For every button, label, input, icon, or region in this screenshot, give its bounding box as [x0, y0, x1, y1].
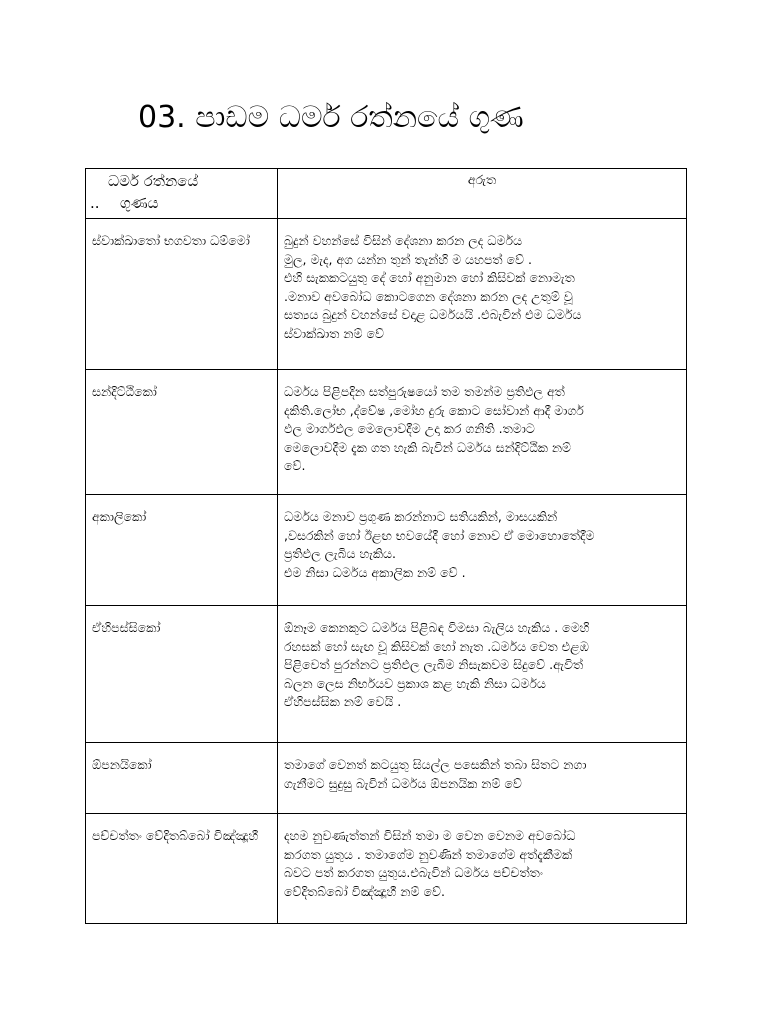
meaning-line: පිළිවෙත් පුරන්නට ප්‍රතිඵල ලැබීම නිසැකවම සිදුවේ .ඇවිත්	[284, 657, 584, 672]
header-term-cell	[86, 169, 278, 219]
meaning-line: ,වසරකින් හෝ ඊළඟ භවයේදී හෝ නොව ඒ මොහොතේදීම	[284, 527, 595, 543]
table-row	[86, 219, 687, 370]
meaning-line: කරගත යුතුය . තමාගේම නුවණින් තමාගේම අත්දැකීමක්	[284, 846, 573, 862]
table-row	[86, 606, 687, 743]
meaning-line: දහම නුවණැත්තන් විසින් තමා ම වෙන වෙනම අවබෝධ	[284, 828, 576, 843]
meaning-line: බවට පත් කරගත යුතුය.එබැවින් ධර්මය පච්චත්තං	[284, 865, 544, 880]
meaning-cell	[278, 495, 687, 606]
meaning-line: එහි සැකකටයුතු දේ හෝ අනුමාන හෝ කිසිවක් නොමැත	[284, 270, 575, 285]
term-cell: ඒහිපස්සිකෝ	[86, 606, 278, 743]
meaning-cell	[278, 370, 687, 495]
meaning-cell	[278, 606, 687, 743]
meaning-line: මෙලොවදීම දැක ගත හැකි බැවින් ධර්මය සන්දිට්ඨික නම්	[284, 439, 572, 455]
meaning-line: ඒහිපස්සික නම් වෙයි .	[284, 694, 402, 709]
meaning-line: මුල, මැද, අග යන්න තුන් තැන්හි ම යහපත් වේ .	[284, 251, 533, 267]
table-body	[86, 219, 687, 924]
meaning-cell	[278, 814, 687, 924]
header-meaning-cell: අරුත	[278, 169, 687, 219]
meaning-line: වේදිතබ්බෝ විඤ්ඤූහී නම් වේ.	[284, 883, 445, 899]
meaning-line: .මනාව අවබෝධ කොටගෙන දේශනා කරන ලද උතුම් වූ	[284, 288, 573, 304]
term-cell: සන්දිට්ඨිකෝ	[86, 370, 278, 495]
meaning-line: දකිති.ලෝභ ,ද්වේෂ ,මෝහ දුරු කොට සෝවාන් ආදී මාර්ග	[284, 402, 584, 418]
header-term-line1: ධර්ම රත්නයේ	[108, 172, 199, 190]
meaning-line: බුදුන් වහන්සේ විසින් දේශනා කරන ලද ධර්මය	[284, 233, 523, 248]
meaning-line: ධර්මය මනාව ප්‍රගුණ කරන්නාට සතියකින්, මාසයකින්	[284, 509, 558, 524]
table-row	[86, 814, 687, 924]
meaning-line: සත්‍යය බුදුන් වහන්සේ වදාළ ධර්මයයි .එබැවින් එම ධර්මය	[284, 307, 582, 322]
table-row	[86, 743, 687, 814]
meaning-line: වේ.	[284, 458, 306, 473]
table-row	[86, 370, 687, 495]
meaning-line: ස්වාක්ඛාත නම් වේ	[284, 325, 385, 341]
meaning-cell	[278, 743, 687, 814]
meaning-line: ගැනීමට සුදුසු බැවින් ධර්මය ඕපනයික නම් වේ	[284, 775, 522, 791]
table-row	[86, 495, 687, 606]
virtues-table	[85, 168, 687, 924]
meaning-cell	[278, 219, 687, 370]
term-cell: අකාලිකෝ	[86, 495, 278, 606]
term-cell: පච්චත්තං වේදිතබ්බෝ විඤ්ඤූහී	[86, 814, 278, 924]
meaning-line: ඵල මාර්ගඵල මෙලොවදීම උදා කර ගනිති .තමාට	[284, 421, 535, 436]
header-term-line2: ගුණය	[120, 194, 159, 212]
meaning-line: බලන ලෙස නිර්භයව ප්‍රකාශ කළ හැකි නිසා ධර්මය	[284, 675, 546, 691]
meaning-line: තමාගේ වෙනත් කටයුතු සියල්ල පසෙකින් තබා සිතට නගා	[284, 757, 587, 772]
meaning-line: ධර්මය පිළිපදින සත්පුරුෂයෝ තම තමන්ම ප්‍රතිඵල අත්	[284, 384, 565, 399]
meaning-line: ඕනෑම කෙනකුට ධර්මය පිළිබඳ විමසා බැලිය හැකිය . මෙහි	[284, 620, 590, 635]
page-title: 03. පාඩම ධර්ම රත්නයේ ගුණ	[138, 100, 524, 135]
term-cell: ඕපනයිකෝ	[86, 743, 278, 814]
meaning-line: එම නිසා ධර්මය අකාලික නම් වේ .	[284, 564, 466, 580]
table-header-row	[86, 169, 687, 219]
meaning-line: රහසක් හෝ සැඟ වූ කිසිවක් හෝ නැත .ධර්මය වෙත එළඹ	[284, 638, 589, 654]
term-cell: ස්වාක්ඛාතෝ භගවතා ධම්මෝ	[86, 219, 278, 370]
meaning-line: ප්‍රතිඵල ලැබිය හැකිය.	[284, 546, 396, 561]
header-term-dots: ..	[90, 194, 100, 212]
